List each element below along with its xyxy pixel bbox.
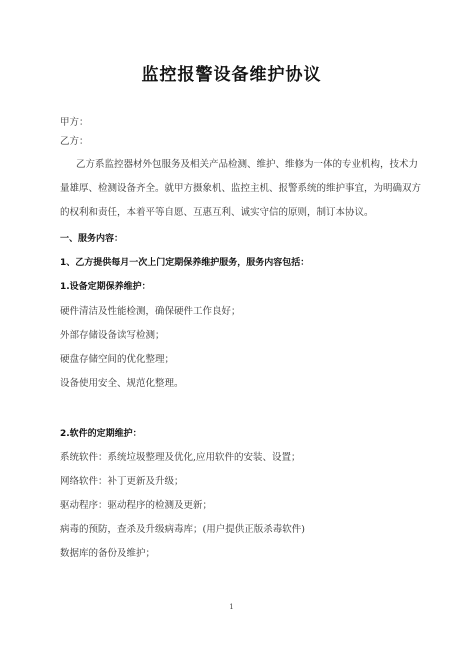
intro-line-2: 量雄厚、检测设备齐全。就甲方摄象机、监控主机、报警系统的维护事宜，为明确双方 [60, 183, 422, 194]
document-title: 监控报警设备维护协议 [141, 65, 322, 85]
hardware-item: 设备使用安全、规范化整理。 [60, 378, 184, 389]
software-item: 病毒的预防，查杀及升级病毒库；(用户提供正版杀毒软件) [60, 524, 305, 535]
intro-line-3: 的权利和责任，本着平等自愿、互惠互利、诚实守信的原则，制订本协议。 [60, 207, 374, 218]
software-item: 驱动程序：驱动程序的检测及更新； [60, 500, 213, 511]
hardware-heading: 1.设备定期保养维护： [60, 282, 151, 292]
software-item: 系统软件：系统垃圾整理及优化,应用软件的安装、设置； [60, 452, 301, 463]
intro-line-1: 乙方系监控器材外包服务及相关产品检测、维护、维修为一体的专业机构，技术力 [76, 159, 419, 170]
item-heading-monthly-service: 1、乙方提供每月一次上门定期保养维护服务，服务内容包括： [60, 258, 310, 268]
party-b-label: 乙方： [60, 136, 89, 147]
section-heading-services: 一、服务内容： [60, 234, 124, 244]
party-a-label: 甲方： [60, 117, 89, 128]
software-item: 数据库的备份及维护； [60, 548, 156, 559]
hardware-item: 外部存储设备读写检测； [60, 330, 165, 341]
software-heading: 2.软件的定期维护： [60, 429, 142, 439]
hardware-item: 硬件清洁及性能检测，确保硬件工作良好； [60, 306, 241, 317]
page-number: 1 [229, 603, 234, 611]
software-item: 网络软件：补丁更新及升级； [60, 476, 184, 487]
hardware-item: 硬盘存储空间的优化整理； [60, 354, 175, 365]
